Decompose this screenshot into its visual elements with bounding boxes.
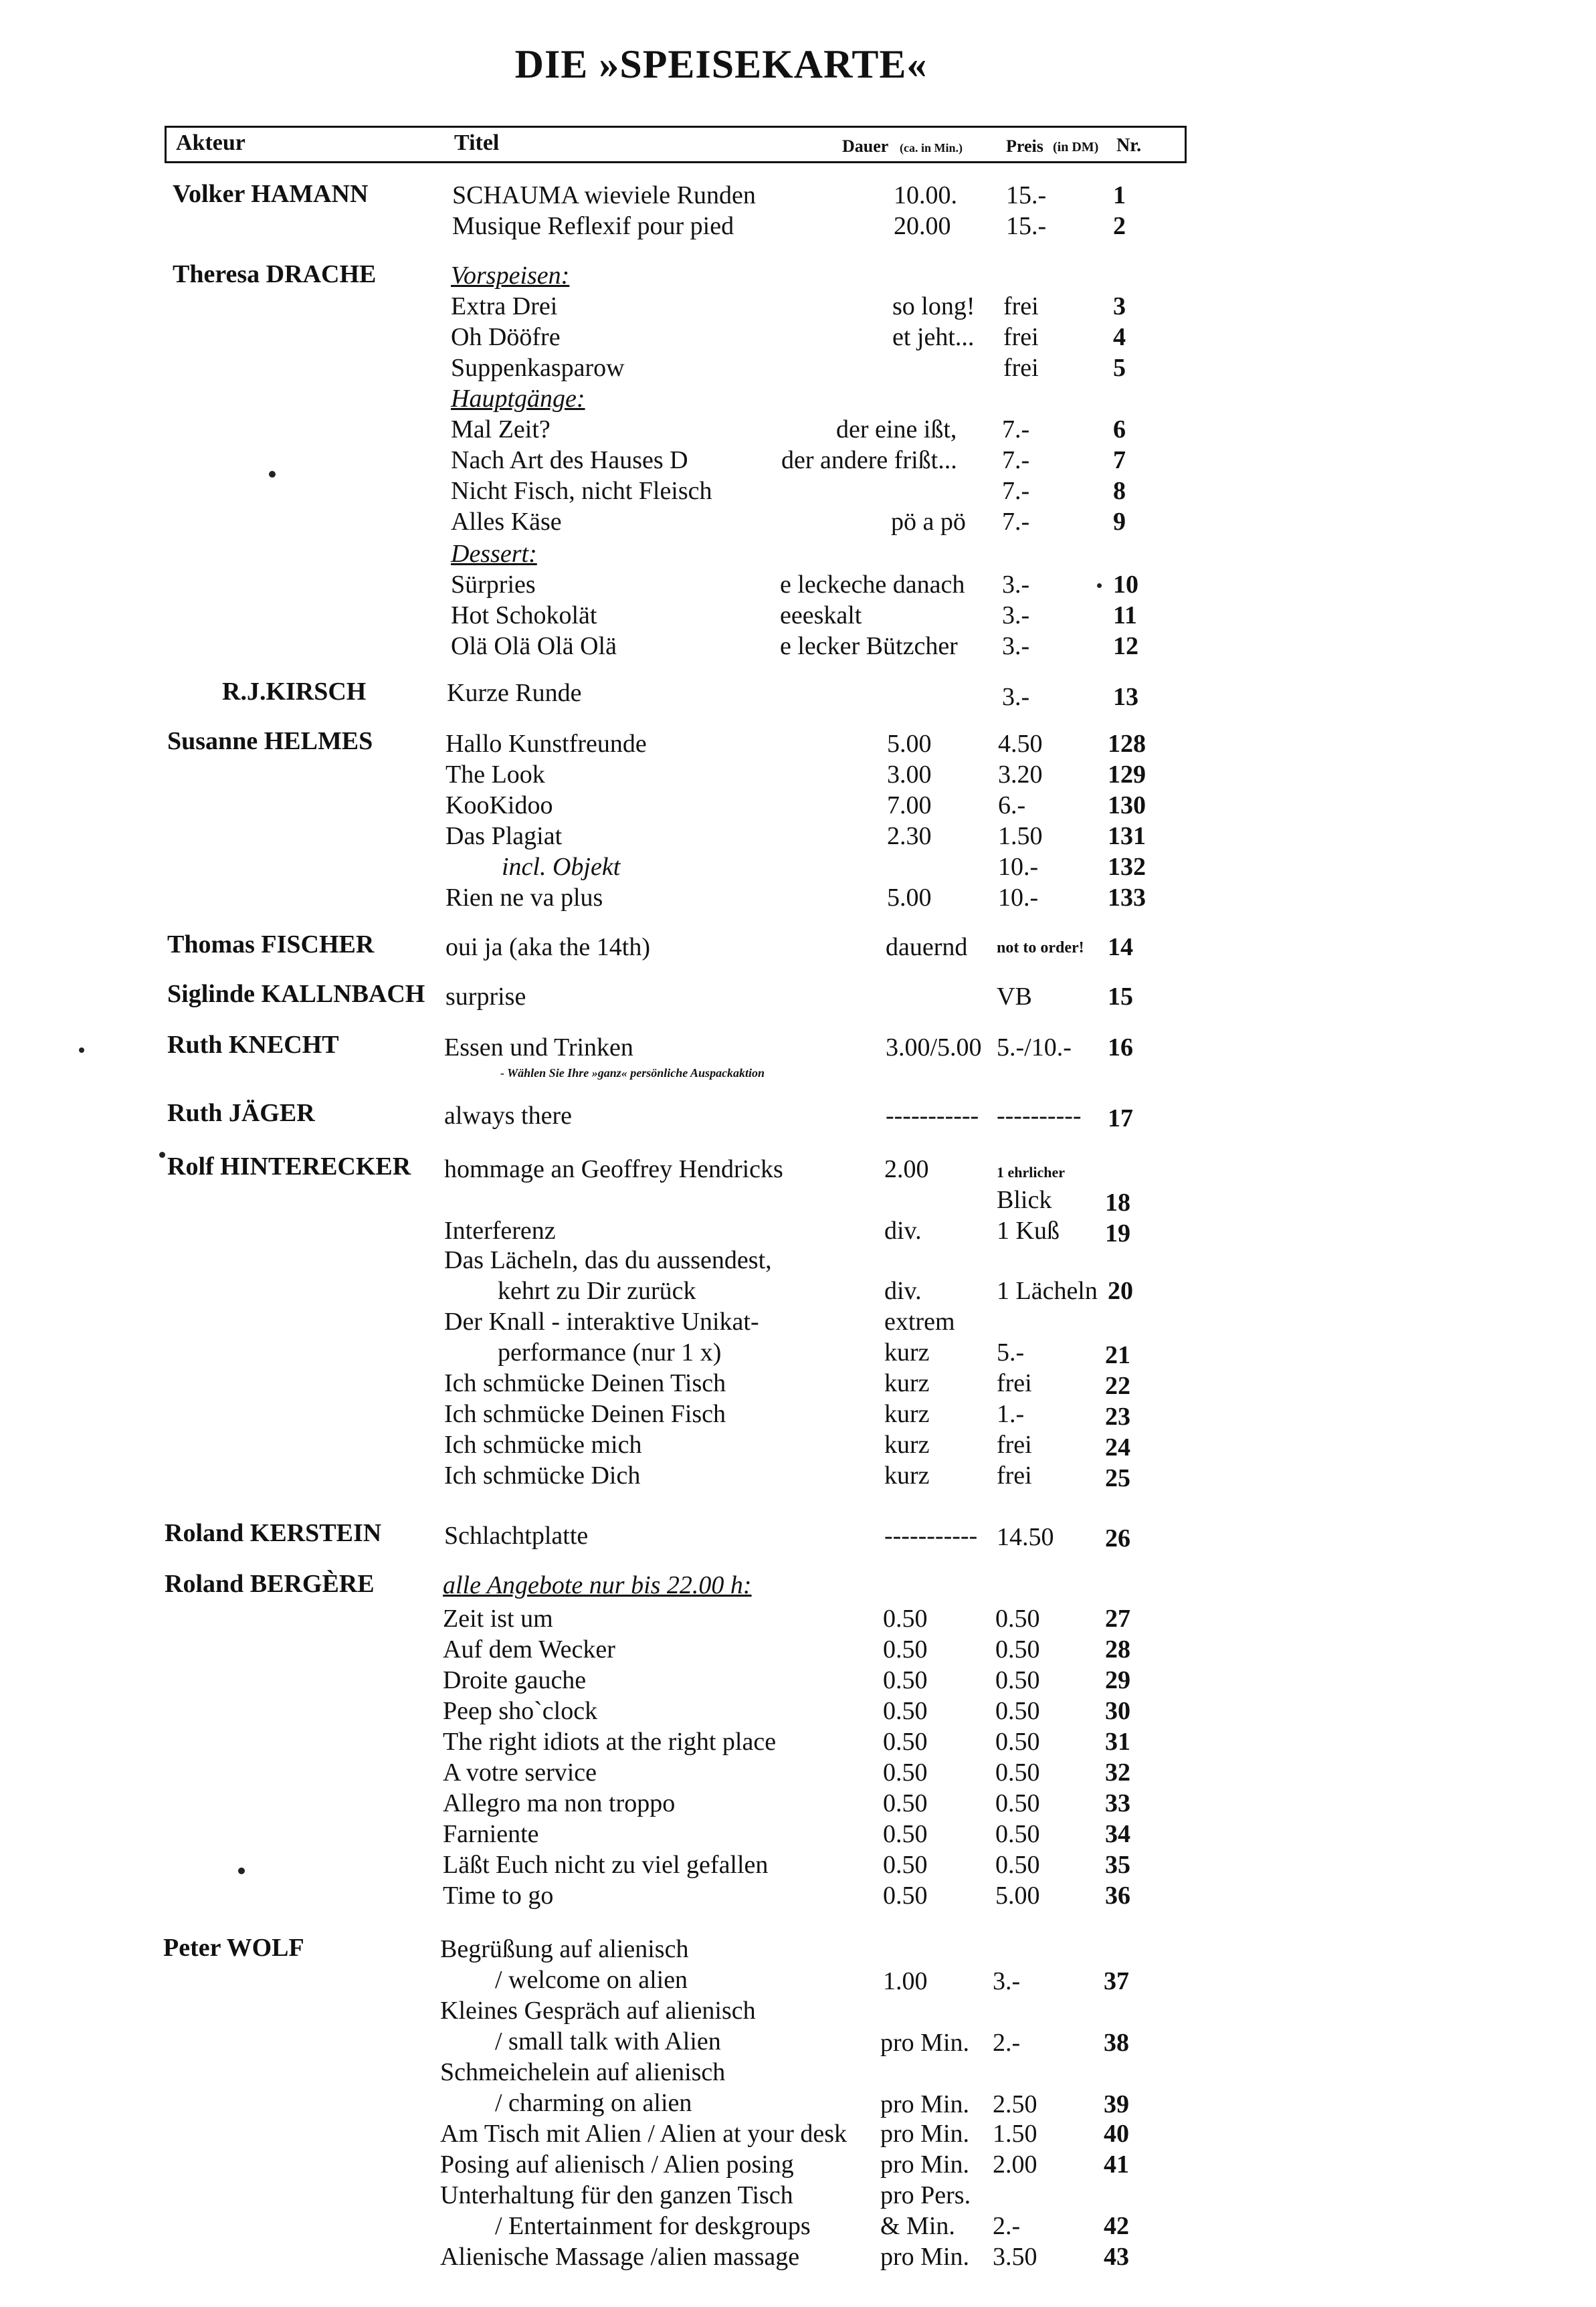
actor-hinterecker: Rolf HINTERECKER bbox=[167, 1152, 411, 1181]
row-title: Farniente bbox=[443, 1820, 539, 1848]
row-nr: 4 bbox=[1113, 323, 1126, 351]
row-preis: 4.50 bbox=[998, 730, 1043, 758]
column-header-box bbox=[165, 126, 1187, 163]
row-title: performance (nur 1 x) bbox=[498, 1338, 722, 1367]
header-preis-unit: (in DM) bbox=[1053, 140, 1099, 155]
row-dauer: 0.50 bbox=[883, 1789, 928, 1817]
row-title: A votre service bbox=[443, 1759, 597, 1787]
row-preis: 0.50 bbox=[995, 1820, 1040, 1848]
row-nr: 23 bbox=[1105, 1403, 1130, 1431]
actor-hamann: Volker HAMANN bbox=[173, 180, 369, 208]
row-title: Schmeichelein auf alienisch bbox=[440, 2058, 726, 2086]
row-title: always there bbox=[444, 1102, 572, 1130]
row-nr: 21 bbox=[1105, 1341, 1130, 1369]
row-title: / charming on alien bbox=[495, 2089, 692, 2117]
row-dauer: 5.00 bbox=[887, 884, 932, 912]
row-title: Ich schmücke Deinen Tisch bbox=[444, 1369, 726, 1397]
row-dauer: 7.00 bbox=[887, 791, 932, 819]
row-nr: 22 bbox=[1105, 1372, 1130, 1400]
row-nr: 6 bbox=[1113, 415, 1126, 443]
row-preis: 7.- bbox=[1002, 415, 1030, 443]
row-title: Ich schmücke Deinen Fisch bbox=[444, 1400, 726, 1428]
row-preis: 14.50 bbox=[997, 1523, 1054, 1551]
row-preis: 3.20 bbox=[998, 761, 1043, 789]
row-nr: 5 bbox=[1113, 354, 1126, 382]
row-nr: 7 bbox=[1113, 446, 1126, 474]
actor-knecht: Ruth KNECHT bbox=[167, 1031, 339, 1059]
row-preis: 5.00 bbox=[995, 1882, 1040, 1910]
row-nr: 14 bbox=[1108, 933, 1133, 961]
row-nr: 41 bbox=[1104, 2150, 1129, 2179]
actor-kirsch: R.J.KIRSCH bbox=[222, 678, 367, 706]
row-dauer: 0.50 bbox=[883, 1728, 928, 1756]
row-title: Rien ne va plus bbox=[445, 884, 603, 912]
row-title: Suppenkasparow bbox=[451, 354, 625, 382]
row-title: Auf dem Wecker bbox=[443, 1635, 615, 1664]
row-nr: 19 bbox=[1105, 1219, 1130, 1247]
section-heading: alle Angebote nur bis 22.00 h: bbox=[443, 1571, 752, 1599]
row-preis: ---------- bbox=[997, 1102, 1082, 1130]
row-preis: frei bbox=[1003, 323, 1039, 351]
row-dauer: pro Min. bbox=[880, 2029, 969, 2057]
section-heading: Hauptgänge: bbox=[451, 385, 585, 413]
row-preis: 10.- bbox=[998, 884, 1039, 912]
header-titel: Titel bbox=[454, 130, 500, 155]
row-nr: 11 bbox=[1113, 601, 1137, 629]
row-nr: 133 bbox=[1108, 884, 1146, 912]
row-dauer: et jeht... bbox=[892, 323, 975, 351]
row-dauer: so long! bbox=[892, 292, 975, 320]
row-nr: 131 bbox=[1108, 822, 1146, 850]
row-preis: 0.50 bbox=[995, 1666, 1040, 1694]
row-dauer: pro Min. bbox=[880, 2150, 969, 2179]
row-nr: 32 bbox=[1105, 1759, 1130, 1787]
row-preis: 1 Kuß bbox=[997, 1217, 1060, 1245]
section-heading: Vorspeisen: bbox=[451, 262, 570, 290]
actor-kerstein: Roland KERSTEIN bbox=[165, 1519, 382, 1547]
page-title: DIE »SPEISEKARTE« bbox=[514, 42, 928, 86]
row-title: Hallo Kunstfreunde bbox=[445, 730, 647, 758]
row-title: oui ja (aka the 14th) bbox=[445, 933, 651, 961]
row-title: Alienische Massage /alien massage bbox=[440, 2243, 800, 2271]
row-nr: 17 bbox=[1108, 1104, 1133, 1132]
row-preis: VB bbox=[997, 983, 1032, 1011]
row-dauer: 0.50 bbox=[883, 1759, 928, 1787]
row-nr: 31 bbox=[1105, 1728, 1130, 1756]
row-dauer: & Min. bbox=[880, 2212, 955, 2240]
row-title: Ich schmücke mich bbox=[444, 1431, 642, 1459]
row-title: Oh Dööfre bbox=[451, 323, 561, 351]
row-dauer: 2.00 bbox=[884, 1155, 929, 1183]
row-preis: 1.50 bbox=[998, 822, 1043, 850]
row-preis: Blick bbox=[997, 1186, 1052, 1214]
row-preis: 0.50 bbox=[995, 1605, 1040, 1633]
row-title: The right idiots at the right place bbox=[443, 1728, 777, 1756]
row-title: Ich schmücke Dich bbox=[444, 1462, 641, 1490]
row-preis: 3.- bbox=[993, 1967, 1021, 1995]
row-nr: 16 bbox=[1108, 1033, 1133, 1062]
row-title: Das Plagiat bbox=[445, 822, 563, 850]
row-dauer: kurz bbox=[884, 1462, 930, 1490]
row-title: The Look bbox=[445, 761, 545, 789]
row-preis: frei bbox=[1003, 354, 1039, 382]
row-dauer: div. bbox=[884, 1277, 922, 1305]
row-nr: 27 bbox=[1105, 1605, 1130, 1633]
row-title: kehrt zu Dir zurück bbox=[498, 1277, 696, 1305]
row-nr: 15 bbox=[1108, 983, 1133, 1011]
row-dauer: kurz bbox=[884, 1338, 930, 1367]
row-dauer: pro Min. bbox=[880, 2090, 969, 2118]
row-title: surprise bbox=[445, 983, 526, 1011]
header-akteur: Akteur bbox=[176, 130, 245, 155]
row-dauer: 2.30 bbox=[887, 822, 932, 850]
row-nr: 130 bbox=[1108, 791, 1146, 819]
scan-speck bbox=[159, 1152, 165, 1158]
row-title: Sürpries bbox=[451, 571, 536, 599]
row-preis: 7.- bbox=[1002, 446, 1030, 474]
row-nr: 37 bbox=[1104, 1967, 1129, 1995]
row-title: SCHAUMA wieviele Runden bbox=[452, 181, 756, 209]
row-preis: 0.50 bbox=[995, 1728, 1040, 1756]
section-heading: Dessert: bbox=[451, 540, 537, 568]
row-preis: 2.- bbox=[993, 2212, 1021, 2240]
row-dauer: ----------- bbox=[884, 1522, 978, 1550]
row-dauer: 0.50 bbox=[883, 1605, 928, 1633]
row-title: Extra Drei bbox=[451, 292, 558, 320]
row-preis: 2.50 bbox=[993, 2090, 1037, 2118]
row-preis: 1.- bbox=[997, 1400, 1025, 1428]
row-nr: 12 bbox=[1113, 632, 1138, 660]
row-nr: 29 bbox=[1105, 1666, 1130, 1694]
row-preis: 3.- bbox=[1002, 683, 1030, 711]
row-title: Das Lächeln, das du aussendest, bbox=[444, 1246, 772, 1274]
row-preis: 0.50 bbox=[995, 1851, 1040, 1879]
actor-drache: Theresa DRACHE bbox=[173, 260, 377, 288]
header-nr: Nr. bbox=[1116, 135, 1142, 156]
row-dauer: 10.00. bbox=[894, 181, 957, 209]
row-preis: 7.- bbox=[1002, 508, 1030, 536]
row-title: Interferenz bbox=[444, 1217, 556, 1245]
row-dauer: 0.50 bbox=[883, 1666, 928, 1694]
header-preis: Preis bbox=[1006, 136, 1043, 156]
row-nr: 9 bbox=[1113, 508, 1126, 536]
row-title: Am Tisch mit Alien / Alien at your desk bbox=[440, 2120, 847, 2148]
row-title: / small talk with Alien bbox=[495, 2027, 721, 2055]
row-preis: 3.- bbox=[1002, 571, 1030, 599]
row-dauer: dauernd bbox=[886, 933, 968, 961]
row-preis: 15.- bbox=[1006, 181, 1047, 209]
row-nr: 28 bbox=[1105, 1635, 1130, 1664]
row-title: Kurze Runde bbox=[447, 679, 582, 707]
row-preis: 2.00 bbox=[993, 2150, 1037, 2179]
row-dauer: der andere frißt... bbox=[781, 446, 957, 474]
row-preis: frei bbox=[997, 1462, 1032, 1490]
row-preis: frei bbox=[997, 1431, 1032, 1459]
row-nr: 2 bbox=[1113, 212, 1126, 240]
row-preis: 0.50 bbox=[995, 1635, 1040, 1664]
row-nr: 40 bbox=[1104, 2120, 1129, 2148]
row-preis: 1 Lächeln bbox=[997, 1277, 1098, 1305]
row-title: Allegro ma non troppo bbox=[443, 1789, 676, 1817]
row-dauer: pro Min. bbox=[880, 2243, 969, 2271]
row-dauer: 0.50 bbox=[883, 1820, 928, 1848]
row-nr: 13 bbox=[1113, 683, 1138, 711]
row-nr: 20 bbox=[1108, 1277, 1133, 1305]
scan-speck bbox=[269, 471, 276, 478]
row-title: Hot Schokolät bbox=[451, 601, 597, 629]
row-title: Olä Olä Olä Olä bbox=[451, 632, 617, 660]
row-preis: frei bbox=[997, 1369, 1032, 1397]
row-dauer: eeeskalt bbox=[780, 601, 862, 629]
row-title: Alles Käse bbox=[451, 508, 562, 536]
row-preis: frei bbox=[1003, 292, 1039, 320]
row-nr: 24 bbox=[1105, 1433, 1130, 1462]
row-dauer: e lecker Bützcher bbox=[780, 632, 958, 660]
row-title: Kleines Gespräch auf alienisch bbox=[440, 1997, 756, 2025]
row-nr: 26 bbox=[1105, 1524, 1130, 1552]
row-preis: 0.50 bbox=[995, 1697, 1040, 1725]
row-dauer: 3.00/5.00 bbox=[886, 1033, 982, 1062]
row-dauer: e leckeche danach bbox=[780, 571, 965, 599]
row-dauer: 0.50 bbox=[883, 1851, 928, 1879]
row-dauer: 0.50 bbox=[883, 1635, 928, 1664]
actor-wolf: Peter WOLF bbox=[163, 1934, 304, 1962]
row-preis: 0.50 bbox=[995, 1789, 1040, 1817]
row-preis: 1.50 bbox=[993, 2120, 1037, 2148]
row-dauer: pro Pers. bbox=[880, 2181, 971, 2209]
row-dauer: 5.00 bbox=[887, 730, 932, 758]
scan-speck bbox=[1097, 583, 1102, 588]
row-nr: 129 bbox=[1108, 761, 1146, 789]
row-dauer: pö a pö bbox=[891, 508, 966, 536]
row-title: Unterhaltung für den ganzen Tisch bbox=[440, 2181, 793, 2209]
scan-speck bbox=[79, 1047, 84, 1053]
row-preis: 3.50 bbox=[993, 2243, 1037, 2271]
row-preis: 5.- bbox=[997, 1338, 1025, 1367]
row-nr: 43 bbox=[1104, 2243, 1129, 2271]
row-title: Nicht Fisch, nicht Fleisch bbox=[451, 477, 712, 505]
row-preis: 10.- bbox=[998, 853, 1039, 881]
row-title: Schlachtplatte bbox=[444, 1522, 589, 1550]
row-nr: 18 bbox=[1105, 1189, 1130, 1217]
row-preis: 3.- bbox=[1002, 601, 1030, 629]
actor-kallnbach: Siglinde KALLNBACH bbox=[167, 980, 425, 1008]
row-dauer: ----------- bbox=[886, 1102, 979, 1130]
row-title: Zeit ist um bbox=[443, 1605, 553, 1633]
row-title: Time to go bbox=[443, 1882, 554, 1910]
row-title: KooKidoo bbox=[445, 791, 553, 819]
row-nr: 132 bbox=[1108, 853, 1146, 881]
row-nr: 33 bbox=[1105, 1789, 1130, 1817]
row-title: Essen und Trinken bbox=[444, 1033, 633, 1062]
scan-speck bbox=[238, 1868, 245, 1874]
row-dauer: der eine ißt, bbox=[836, 415, 957, 443]
actor-helmes: Susanne HELMES bbox=[167, 727, 373, 755]
actor-jaeger: Ruth JÄGER bbox=[167, 1099, 315, 1127]
row-nr: 10 bbox=[1113, 571, 1138, 599]
row-preis: 15.- bbox=[1006, 212, 1047, 240]
row-dauer: kurz bbox=[884, 1369, 930, 1397]
row-nr: 1 bbox=[1113, 181, 1126, 209]
row-nr: 39 bbox=[1104, 2090, 1129, 2118]
row-dauer: extrem bbox=[884, 1308, 955, 1336]
row-title: Peep sho`clock bbox=[443, 1697, 598, 1725]
row-dauer: 0.50 bbox=[883, 1697, 928, 1725]
row-dauer: kurz bbox=[884, 1400, 930, 1428]
row-dauer: pro Min. bbox=[880, 2120, 969, 2148]
row-title: Mal Zeit? bbox=[451, 415, 551, 443]
row-nr: 30 bbox=[1105, 1697, 1130, 1725]
row-dauer: kurz bbox=[884, 1431, 930, 1459]
header-dauer-unit: (ca. in Min.) bbox=[900, 141, 963, 155]
row-note: - Wählen Sie Ihre »ganz« persönliche Auspackaktion bbox=[500, 1066, 765, 1080]
row-title: Begrüßung auf alienisch bbox=[440, 1935, 689, 1963]
row-nr: 34 bbox=[1105, 1820, 1130, 1848]
row-nr: 38 bbox=[1104, 2029, 1129, 2057]
row-dauer: div. bbox=[884, 1217, 922, 1245]
row-preis: 1 ehrlicher bbox=[997, 1164, 1066, 1181]
row-dauer: 1.00 bbox=[883, 1967, 928, 1995]
actor-fischer: Thomas FISCHER bbox=[167, 930, 375, 959]
row-preis: 6.- bbox=[998, 791, 1026, 819]
row-nr: 8 bbox=[1113, 477, 1126, 505]
row-title: Der Knall - interaktive Unikat- bbox=[444, 1308, 759, 1336]
row-title: Nach Art des Hauses D bbox=[451, 446, 688, 474]
row-preis: 7.- bbox=[1002, 477, 1030, 505]
row-nr: 42 bbox=[1104, 2212, 1129, 2240]
row-preis: 5.-/10.- bbox=[997, 1033, 1072, 1062]
header-dauer: Dauer bbox=[842, 136, 889, 156]
row-nr: 35 bbox=[1105, 1851, 1130, 1879]
row-dauer: 20.00 bbox=[894, 212, 951, 240]
row-title: hommage an Geoffrey Hendricks bbox=[444, 1155, 783, 1183]
row-preis: 0.50 bbox=[995, 1759, 1040, 1787]
row-dauer: 3.00 bbox=[887, 761, 932, 789]
row-nr: 36 bbox=[1105, 1882, 1130, 1910]
actor-bergere: Roland BERGÈRE bbox=[165, 1570, 375, 1598]
row-title: Posing auf alienisch / Alien posing bbox=[440, 2150, 794, 2179]
row-title: incl. Objekt bbox=[502, 853, 621, 881]
row-nr: 3 bbox=[1113, 292, 1126, 320]
row-title: / Entertainment for deskgroups bbox=[495, 2212, 811, 2240]
row-preis: not to order! bbox=[997, 939, 1084, 957]
row-dauer: 0.50 bbox=[883, 1882, 928, 1910]
row-title: / welcome on alien bbox=[495, 1966, 688, 1994]
row-nr: 25 bbox=[1105, 1464, 1130, 1492]
row-preis: 2.- bbox=[993, 2029, 1021, 2057]
row-nr: 128 bbox=[1108, 730, 1146, 758]
row-title: Läßt Euch nicht zu viel gefallen bbox=[443, 1851, 769, 1879]
row-title: Droite gauche bbox=[443, 1666, 587, 1694]
row-preis: 3.- bbox=[1002, 632, 1030, 660]
row-title: Musique Reflexif pour pied bbox=[452, 212, 734, 240]
